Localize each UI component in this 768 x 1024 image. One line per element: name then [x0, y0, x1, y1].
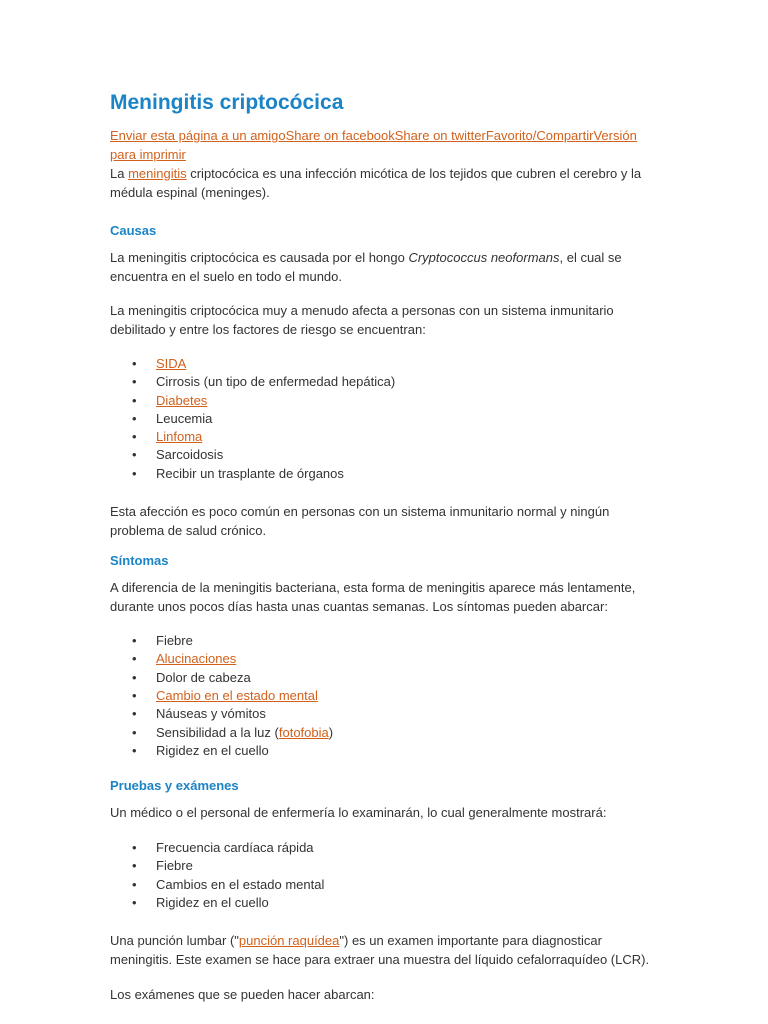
sida-link[interactable]: SIDA: [156, 356, 187, 371]
exam-findings-list: [110, 839, 658, 912]
heading-causas: Causas: [110, 223, 157, 238]
list-item: • Leucemia: [156, 410, 658, 428]
sensibilidad-close: ): [328, 724, 334, 740]
meningitis-link[interactable]: meningitis: [128, 166, 187, 181]
list-item: • Recibir un trasplante de órganos: [156, 465, 658, 483]
causas-paragraph-2: La meningitis criptocócica muy a menudo afecta a personas con un sistema inmunitario debilitado y entre los factores de riesgo se encuentran:: [110, 303, 614, 337]
share-links: [110, 126, 650, 164]
list-item: [156, 724, 658, 742]
share-link-print[interactable]: Versión para imprimir: [110, 128, 637, 162]
fotofobia-link[interactable]: fotofobia: [278, 724, 329, 740]
pruebas-p2-post: ") es un examen importante para diagnosticar meningitis. Este examen se hace para extraer una muestra del líquido cefalorraquídeo (LCR).: [110, 933, 650, 968]
pruebas-paragraph-2: [110, 931, 650, 969]
intro-text-pre: La: [110, 166, 129, 181]
linfoma-link[interactable]: Linfoma: [156, 429, 203, 445]
list-item: • Rigidez en el cuello: [156, 894, 658, 912]
pruebas-paragraph-3: Los exámenes que se pueden hacer abarcan:: [110, 987, 375, 1003]
list-item: • Fiebre: [156, 857, 658, 875]
causas-p1-post: , el cual se encuentra en el suelo en todo el mundo.: [110, 250, 622, 284]
cambio-estado-mental-link[interactable]: Cambio en el estado mental: [156, 687, 318, 703]
alucinaciones-link[interactable]: Alucinaciones: [156, 651, 237, 667]
sintomas-paragraph-1: A diferencia de la meningitis bacteriana, esta forma de meningitis aparece más lentamente, durante unos pocos días hasta unas cuantas semanas. Los síntomas pueden abarcar:: [110, 580, 636, 615]
heading-pruebas: Pruebas y exámenes: [110, 778, 239, 794]
pruebas-p2-pre: Una punción lumbar (": [110, 933, 239, 949]
causas-paragraph-3: Esta afección es poco común en personas con un sistema inmunitario normal y ningún problema de salud crónico.: [110, 504, 610, 539]
diabetes-link[interactable]: Diabetes: [156, 392, 208, 408]
pruebas-paragraph-1: Un médico o el personal de enfermería lo examinarán, lo cual generalmente mostrará:: [110, 805, 607, 821]
organism-name: Cryptococcus neoformans: [408, 250, 560, 265]
intro-paragraph: [110, 164, 650, 202]
share-link-favorite[interactable]: Favorito/Compartir: [485, 128, 594, 143]
list-item: • Náuseas y vómitos: [156, 705, 658, 723]
list-item: • Cirrosis (un tipo de enfermedad hepática): [156, 373, 658, 391]
list-item: [156, 428, 658, 446]
list-item: [156, 355, 658, 373]
share-link-twitter[interactable]: Share on twitter: [394, 128, 486, 143]
list-item: • Frecuencia cardíaca rápida: [156, 839, 658, 857]
causas-p1-pre: La meningitis criptocócica es causada por el hongo: [110, 250, 409, 265]
intro-text-post: criptocócica es una infección micótica de los tejidos que cubren el cerebro y la médula espinal (meninges).: [110, 166, 642, 200]
list-item: [156, 392, 658, 410]
list-item: • Rigidez en el cuello: [156, 742, 658, 760]
share-link-email[interactable]: Enviar esta página a un amigo: [110, 128, 286, 143]
list-item: [156, 687, 658, 705]
sensibilidad-text: Sensibilidad a la luz (: [156, 724, 279, 740]
share-link-facebook[interactable]: Share on facebook: [285, 128, 395, 143]
list-item: • Cambios en el estado mental: [156, 876, 658, 894]
list-item: [156, 650, 658, 668]
risk-factor-list: [110, 355, 658, 483]
list-item: • Fiebre: [156, 632, 658, 650]
symptom-list: [110, 632, 658, 760]
page-title: Meningitis criptocócica: [110, 91, 344, 114]
list-item: • Sarcoidosis: [156, 446, 658, 464]
list-item: • Dolor de cabeza: [156, 669, 658, 687]
causas-paragraph-1: [110, 248, 650, 286]
puncion-raquidea-link[interactable]: punción raquídea: [238, 933, 340, 949]
heading-sintomas: Síntomas: [110, 553, 169, 569]
